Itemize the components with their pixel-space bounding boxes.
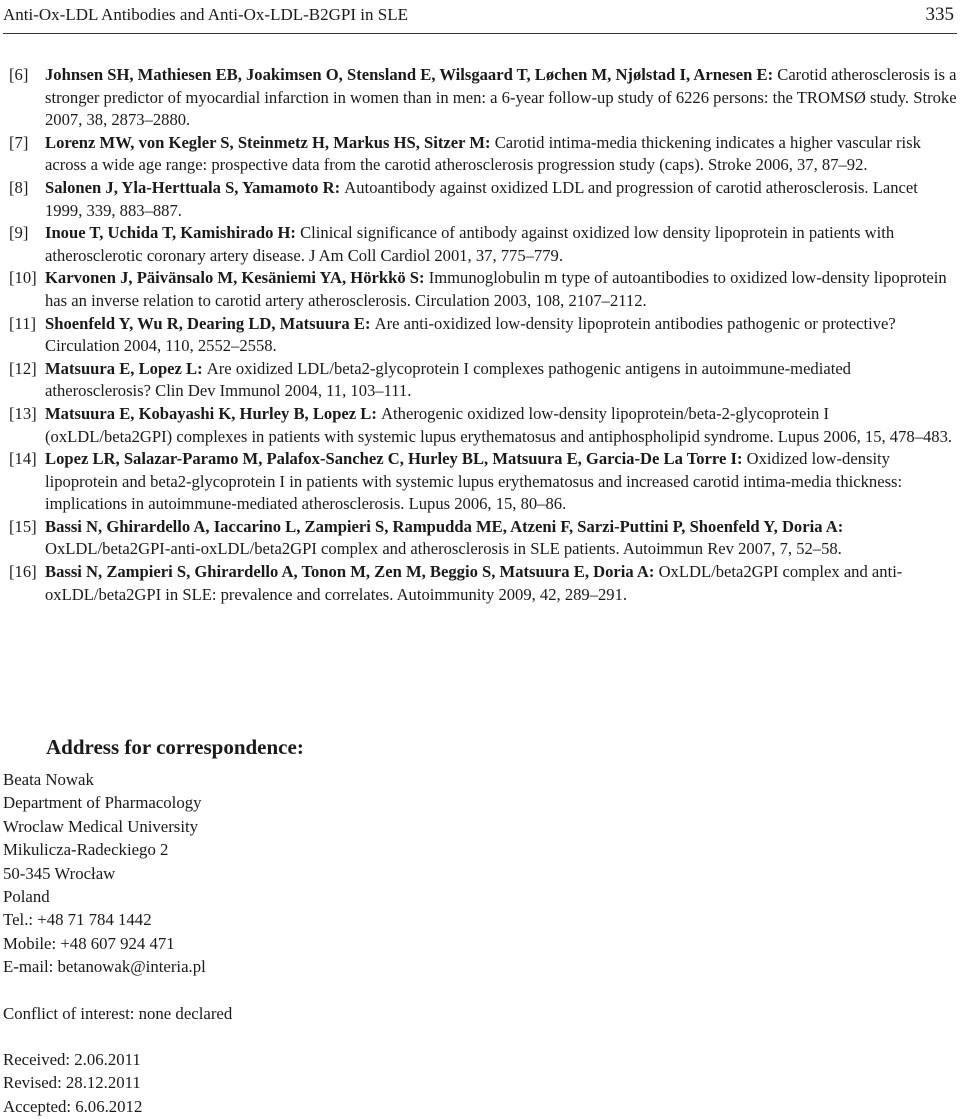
reference-item xyxy=(9,222,957,267)
correspondence-address xyxy=(3,768,206,979)
reference-text: Immunoglobulin m type of autoantibodies to oxidized low-density lipoprotein has an inverse relation to carotid artery atherosclerosis. Circulation 2003, 108, 2107–2112. xyxy=(45,268,947,310)
reference-number: [11] xyxy=(9,313,37,333)
reference-number: [12] xyxy=(9,358,37,378)
reference-text: Clinical significance of antibody against oxidized low density lipoprotein in patients with atherosclerotic coronary artery disease. J Am Coll Cardiol 2001, 37, 775–779. xyxy=(45,223,895,265)
reference-authors: Bassi N, Ghirardello A, Iaccarino L, Zampieri S, Rampudda ME, Atzeni F, Sarzi-Puttini P, Shoenfeld Y, Doria A: xyxy=(45,516,844,536)
reference-number: [15] xyxy=(9,516,37,536)
reference-authors: Inoue T, Uchida T, Kamishirado H: xyxy=(45,223,301,243)
reference-number: [13] xyxy=(9,403,37,423)
reference-number: [9] xyxy=(9,223,29,243)
reference-item xyxy=(9,561,957,606)
reference-text: Carotid intima-media thickening indicates a higher vascular risk across a wide age range: prospective data from the carotid atherosclerosis progression study (caps). Stroke 2006, 37, 87–92. xyxy=(45,132,921,175)
reference-text: Atherogenic oxidized low-density lipoprotein/beta-2-glycoprotein I (oxLDL/beta2GPI) complexes in patients with systemic lupus erythematosus and antiphospholipid syndrome. Lupus 2006, 15, 478–483. xyxy=(45,403,953,446)
reference-item xyxy=(9,132,957,177)
reference-item xyxy=(9,313,957,358)
reference-text: Autoantibody against oxidized LDL and progression of carotid atherosclerosis. Lancet 1999, 339, 883–887. xyxy=(45,177,918,220)
reference-authors: Matsuura E, Lopez L: xyxy=(45,358,207,378)
reference-item xyxy=(9,177,957,222)
header-rule xyxy=(3,33,957,34)
reference-authors: Bassi N, Zampieri S, Ghirardello A, Tonon M, Zen M, Beggio S, Matsuura E, Doria A: xyxy=(45,562,659,582)
correspondence-heading: Address for correspondence: xyxy=(46,735,304,759)
reference-text: OxLDL/beta2GPI-anti-oxLDL/beta2GPI complex and atherosclerosis in SLE patients. Autoimmun Rev 2007, 7, 52–58. xyxy=(45,539,842,559)
department: Department of Pharmacology xyxy=(3,793,202,813)
postal-city: 50-345 Wrocław xyxy=(3,863,116,883)
reference-item xyxy=(9,516,957,561)
conflict-of-interest: Conflict of interest: none declared xyxy=(3,1004,233,1023)
reference-number: [7] xyxy=(9,132,29,152)
page-number: 335 xyxy=(925,4,954,25)
country: Poland xyxy=(3,887,50,907)
reference-authors: Shoenfeld Y, Wu R, Dearing LD, Matsuura E: xyxy=(45,313,375,333)
reference-text: OxLDL/beta2GPI complex and anti-oxLDL/beta2GPI in SLE: prevalence and correlates. Autoimmunity 2009, 42, 289–291. xyxy=(45,562,903,604)
reference-authors: Lopez LR, Salazar-Paramo M, Palafox-Sanchez C, Hurley BL, Matsuura E, Garcia-De La Torre I: xyxy=(45,449,747,469)
received-date: Received: 2.06.2011 xyxy=(3,1050,141,1069)
running-title: Anti-Ox-LDL Antibodies and Anti-Ox-LDL-B2GPI in SLE xyxy=(3,5,408,24)
reference-number: [16] xyxy=(9,562,37,582)
reference-authors: Salonen J, Yla-Herttuala S, Yamamoto R: xyxy=(45,177,345,197)
reference-text: Oxidized low-density lipoprotein and beta2-glycoprotein I in patients with systemic lupus erythematosus and increased carotid intima-media thickness: implications in autoimmune-mediated atherosclerosis. Lupus 2006, 15, 80–86. xyxy=(45,449,903,514)
reference-item xyxy=(9,64,957,132)
reference-authors: Matsuura E, Kobayashi K, Hurley B, Lopez L: xyxy=(45,403,382,423)
reference-number: [14] xyxy=(9,449,37,469)
email: E-mail: betanowak@interia.pl xyxy=(3,957,206,977)
author-name: Beata Nowak xyxy=(3,770,94,789)
reference-text: Are anti-oxidized low-density lipoprotein antibodies pathogenic or protective? Circulation 2004, 110, 2552–2558. xyxy=(45,313,896,356)
university: Wroclaw Medical University xyxy=(3,816,199,836)
reference-authors: Johnsen SH, Mathiesen EB, Joakimsen O, Stensland E, Wilsgaard T, Løchen M, Njølstad I, Arnesen E: xyxy=(45,65,778,84)
reference-text: Carotid atherosclerosis is a stronger predictor of myocardial infarction in women than in men: a 6-year follow-up study of 6226 persons: the TROMSØ study. Stroke 2007, 38, 2873–2880. xyxy=(45,65,957,130)
reference-number: [10] xyxy=(9,268,37,288)
reference-item xyxy=(9,403,957,448)
reference-number: [8] xyxy=(9,177,29,197)
running-header xyxy=(3,2,954,28)
reference-number: [6] xyxy=(9,65,29,84)
article-dates xyxy=(3,1048,142,1118)
accepted-date: Accepted: 6.06.2012 xyxy=(3,1096,143,1116)
reference-list xyxy=(9,64,957,606)
reference-authors: Lorenz MW, von Kegler S, Steinmetz H, Markus HS, Sitzer M: xyxy=(45,132,495,152)
street: Mikulicza-Radeckiego 2 xyxy=(3,840,169,860)
reference-item xyxy=(9,267,957,312)
reference-item xyxy=(9,358,957,403)
revised-date: Revised: 28.12.2011 xyxy=(3,1073,141,1093)
reference-item xyxy=(9,448,957,516)
phone: Tel.: +48 71 784 1442 xyxy=(3,910,152,930)
reference-authors: Karvonen J, Päivänsalo M, Kesäniemi YA, Hörkkö S: xyxy=(45,268,429,288)
reference-text: Are oxidized LDL/beta2-glycoprotein I complexes pathogenic antigens in autoimmune-mediated atherosclerosis? Clin Dev Immunol 2004, 11, 103–111. xyxy=(45,358,851,401)
mobile: Mobile: +48 607 924 471 xyxy=(3,933,175,953)
